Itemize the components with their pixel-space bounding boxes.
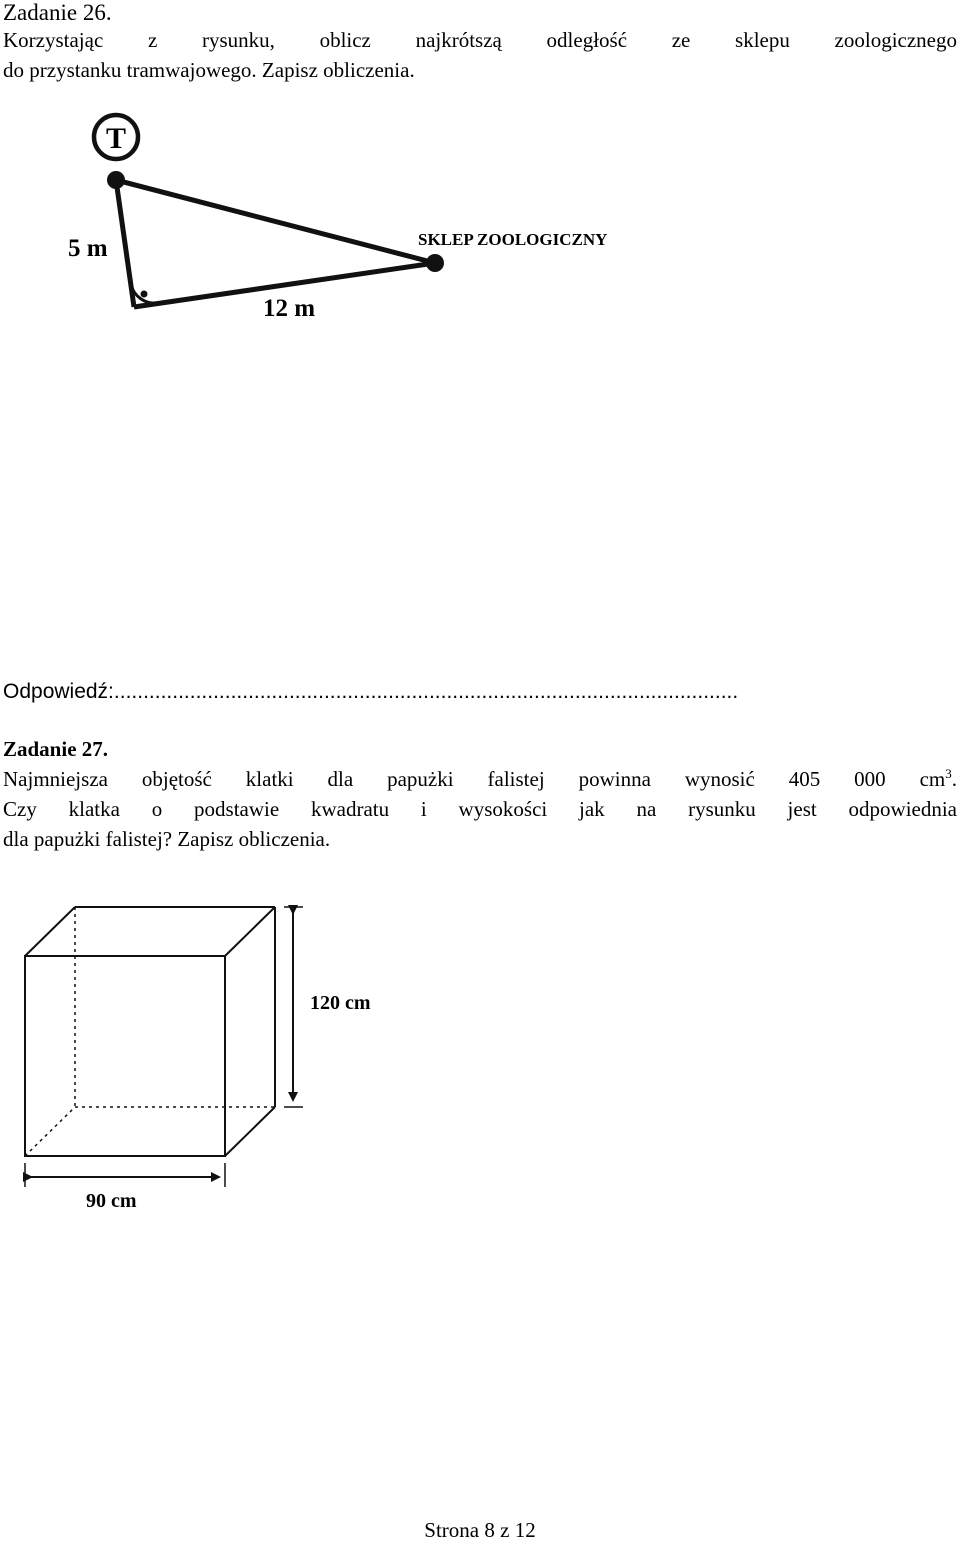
task26-question: [3, 25, 957, 85]
task27-question: [3, 764, 957, 854]
hidden-edge-diagonal: [25, 1107, 75, 1156]
hypotenuse-line: [116, 180, 435, 263]
tram-stop-letter: T: [105, 122, 127, 155]
side-12m-label: 12 m: [263, 295, 316, 322]
answer-label: Odpowiedź:: [3, 680, 114, 703]
tram-stop-point: [107, 171, 125, 189]
task27-volume-exponent: 3: [945, 766, 952, 781]
answer-dots: ...........................................................................................................: [113, 680, 739, 703]
cage-figure: [0, 880, 420, 1230]
task26-question-line-1: Korzystając z rysunku, oblicz najkrótszą odległość ze sklepu zoologicznego: [3, 28, 957, 52]
task26-title: Zadanie 26.: [3, 0, 112, 25]
task27-volume-text: Najmniejsza objętość klatki dla papużki falistej powinna wynosić 405 000 cm: [3, 767, 946, 791]
shop-label: SKLEP ZOOLOGICZNY: [418, 230, 608, 249]
shop-point: [426, 254, 444, 272]
task27-line1-end: .: [951, 767, 957, 791]
task27-question-line-1: [3, 764, 957, 794]
side-5m-label: 5 m: [68, 235, 108, 262]
task27-question-line-3: dla papużki falistej? Zapisz obliczenia.: [3, 827, 331, 851]
width-label: 90 cm: [86, 1190, 137, 1212]
right-angle-dot: [141, 291, 148, 298]
task27-title: Zadanie 27.: [3, 737, 109, 761]
task26-answer-line: [3, 680, 738, 704]
task27-question-line-2: Czy klatka o podstawie kwadratu i wysokości jak na rysunku jest odpowiednia: [3, 797, 957, 821]
triangle-figure: [0, 100, 700, 340]
height-label: 120 cm: [310, 992, 371, 1014]
page-footer: Strona 8 z 12: [424, 1518, 536, 1542]
task26-question-line-2: do przystanku tramwajowego. Zapisz obliczenia.: [3, 58, 415, 82]
